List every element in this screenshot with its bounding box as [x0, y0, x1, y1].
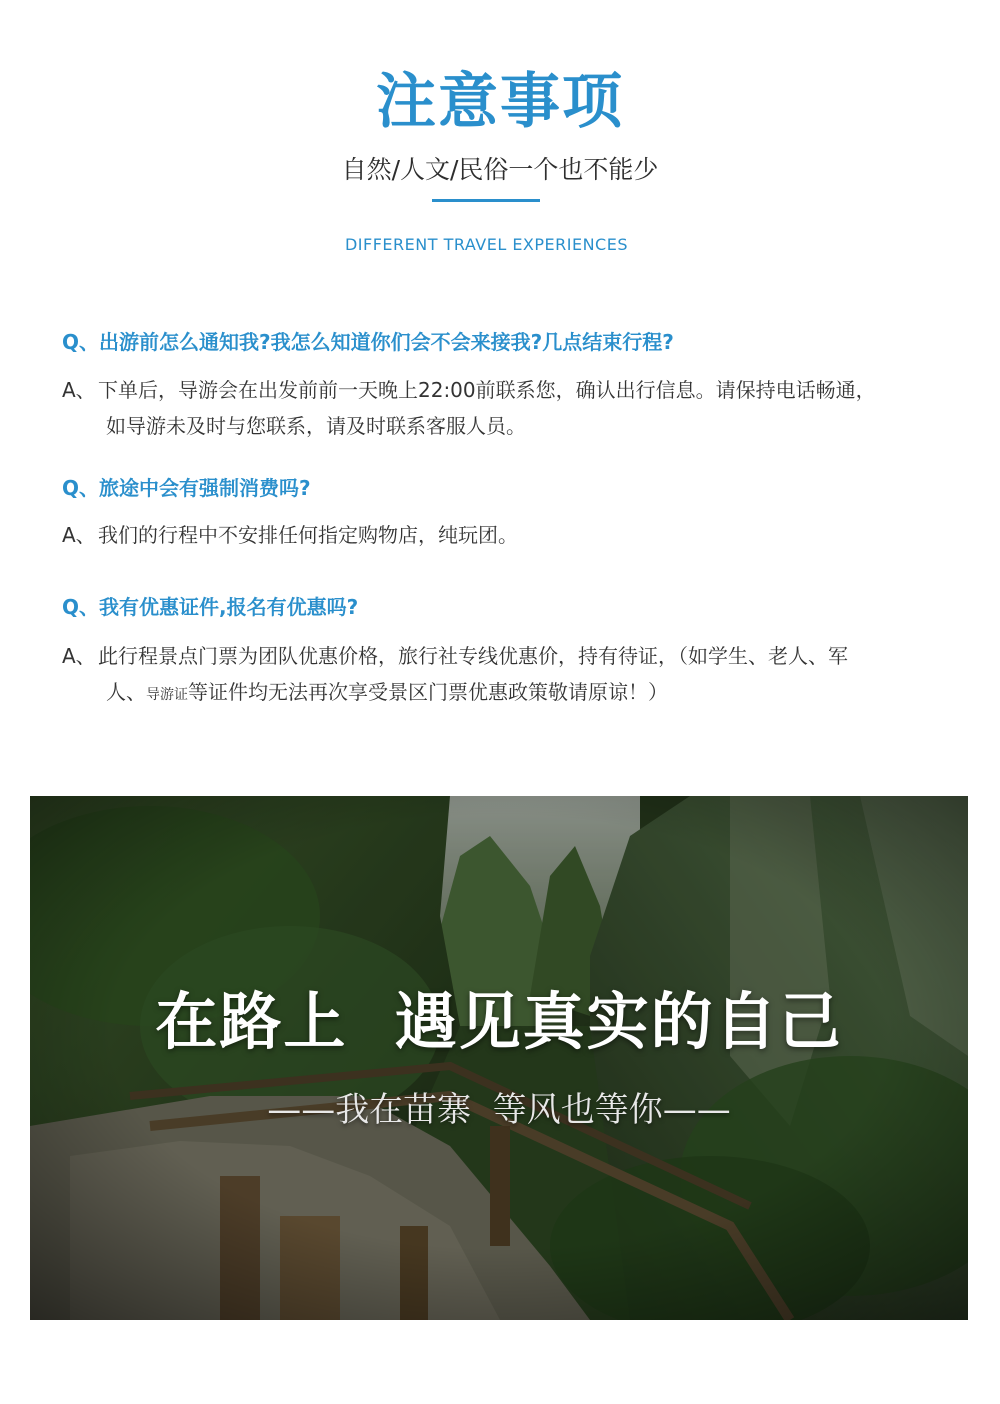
answer-prefix: A、 — [62, 523, 96, 547]
answer-text-small: 导游证 — [146, 687, 188, 703]
faq-answer-3 — [62, 638, 942, 713]
answer-text: 下单后，导游会在出发前前一天晚上22:00前联系您，确认出行信息。请保持电话畅通， — [98, 378, 876, 402]
faq-answer-1 — [62, 372, 942, 444]
faq-question-1: Q、出游前怎么通知我?我怎么知道你们会不会来接我?几点结束行程? — [62, 330, 674, 354]
answer-prefix: A、 — [62, 378, 96, 402]
faq-question-3: Q、我有优惠证件,报名有优惠吗? — [62, 595, 359, 619]
english-tagline: DIFFERENT TRAVEL EXPERIENCES — [344, 235, 628, 254]
scenic-photo-banner — [30, 796, 968, 1320]
page-title: 注意事项 — [376, 67, 624, 137]
answer-text-continued: 如导游未及时与您联系，请及时联系客服人员。 — [106, 414, 526, 438]
answer-text-part: 人、 — [106, 680, 146, 704]
answer-text: 我们的行程中不安排任何指定购物店，纯玩团。 — [98, 523, 518, 547]
banner-headline: 在路上 遇见真实的自己 — [155, 985, 843, 1058]
faq-question-2: Q、旅途中会有强制消费吗? — [62, 476, 311, 500]
answer-prefix: A、 — [62, 644, 96, 668]
answer-text-part: 等证件均无法再次享受景区门票优惠政策敬请原谅！） — [188, 680, 668, 704]
answer-text: 此行程景点门票为团队优惠价格，旅行社专线优惠价，持有待证，（如学生、老人、军 — [98, 644, 848, 668]
page-subtitle: 自然/人文/民俗一个也不能少 — [341, 155, 659, 184]
faq-answer-2 — [62, 517, 942, 553]
answer-text-continued — [62, 674, 942, 713]
title-divider — [432, 199, 540, 202]
banner-tagline: ——我在苗寨 等风也等你—— — [267, 1090, 731, 1130]
